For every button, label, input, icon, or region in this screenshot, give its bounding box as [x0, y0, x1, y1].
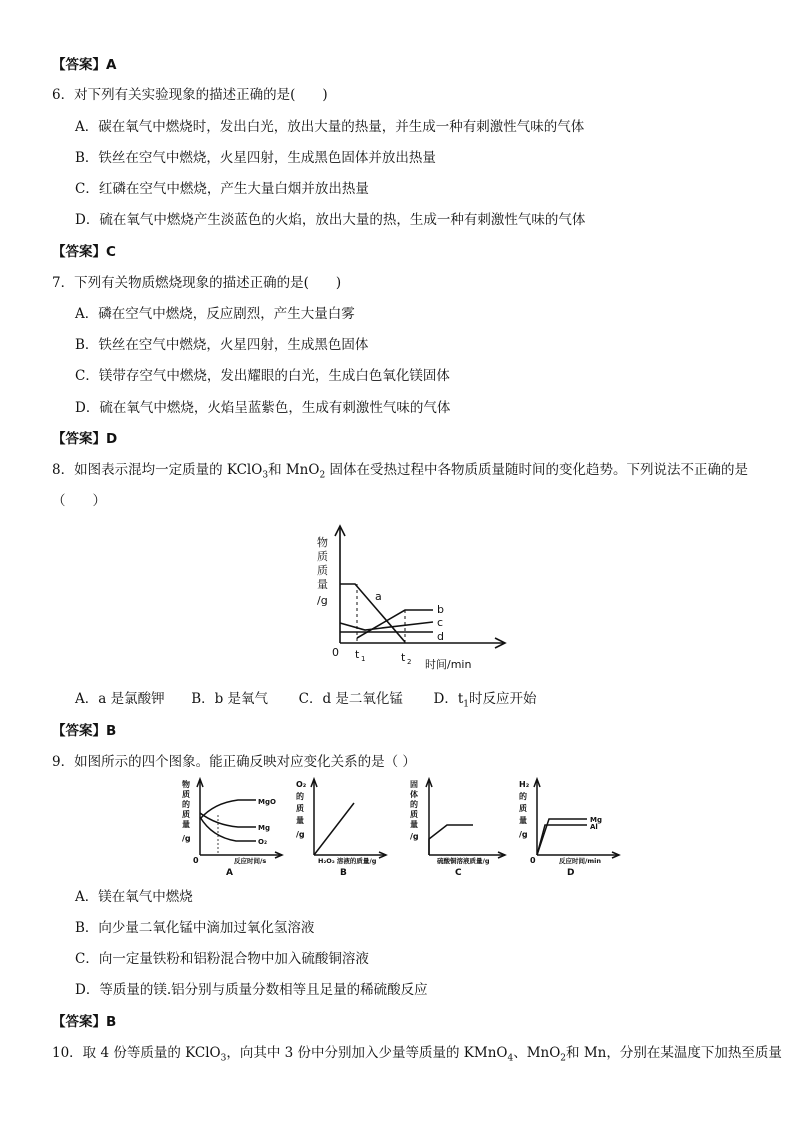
answer-label: 【答案】B	[52, 1014, 117, 1030]
graph-caption-d: D	[567, 868, 575, 877]
svg-text:体: 体	[410, 790, 418, 799]
svg-text:量: 量	[410, 820, 418, 829]
svg-text:/g: /g	[317, 594, 328, 607]
svg-text:O₂: O₂	[296, 780, 307, 789]
series-label-a: a	[375, 590, 382, 603]
t1-label: t	[355, 648, 360, 661]
svg-text:质: 质	[317, 564, 328, 577]
question-7-stem: 7．下列有关物质燃烧现象的描述正确的是( )	[52, 275, 342, 291]
svg-text:MgO: MgO	[258, 798, 276, 806]
svg-text:/g: /g	[296, 830, 305, 839]
question-9-graph-a	[178, 775, 288, 877]
svg-text:的: 的	[410, 800, 418, 809]
series-label-d: d	[437, 630, 444, 643]
question-8-stem: 8．如图表示混均一定质量的 KClO$_3$和 MnO$_2$ 固体在受热过程中各物质质量随时间的变化趋势。下列说法不正确的是	[52, 462, 748, 481]
svg-text:量: 量	[519, 816, 527, 825]
svg-text:Mg: Mg	[590, 816, 602, 824]
svg-text:质: 质	[519, 804, 527, 813]
graph-caption-b: B	[340, 868, 347, 877]
question-6-option-d: D．硫在氧气中燃烧产生淡蓝色的火焰，放出大量的热，生成一种有刺激性气味的气体	[75, 212, 586, 228]
svg-text:量: 量	[317, 578, 328, 591]
t2-label: t	[401, 651, 406, 664]
question-7-option-d: D．硫在氧气中燃烧，火焰呈蓝紫色，生成有刺激性气味的气体	[75, 400, 451, 416]
svg-text:的: 的	[519, 792, 527, 801]
svg-text:2: 2	[407, 658, 412, 666]
svg-text:量: 量	[296, 816, 304, 825]
question-8-options: A．a 是氯酸钾 B．b 是氧气 C．d 是二氧化锰 D．$t_1$时反应开始	[75, 691, 537, 710]
svg-text:O₂: O₂	[258, 838, 268, 846]
series-label-b: b	[437, 603, 444, 616]
question-9-option-b: B．向少量二氧化锰中滴加过氧化氢溶液	[75, 920, 315, 936]
svg-text:量: 量	[182, 820, 190, 829]
question-9-option-c: C．向一定量铁粉和铝粉混合物中加入硫酸铜溶液	[75, 951, 369, 967]
question-6-option-c: C．红磷在空气中燃烧，产生大量白烟并放出热量	[75, 181, 369, 197]
svg-text:的: 的	[296, 792, 304, 801]
svg-text:质: 质	[182, 810, 190, 819]
svg-text:H₂O₂ 溶液的质量/g: H₂O₂ 溶液的质量/g	[318, 857, 377, 865]
question-6-stem: 6．对下列有关实验现象的描述正确的是( )	[52, 87, 328, 103]
answer-label: 【答案】C	[52, 244, 116, 260]
svg-text:物: 物	[182, 780, 190, 789]
y-axis-label: 物	[317, 536, 328, 549]
svg-text:固: 固	[410, 780, 418, 789]
question-9-graph-d	[515, 775, 625, 877]
question-7-option-a: A．磷在空气中燃烧，反应剧烈，产生大量白雾	[75, 306, 355, 322]
origin-label: 0	[332, 646, 339, 659]
question-7-option-b: B．铁丝在空气中燃烧，火星四射，生成黑色固体	[75, 337, 369, 353]
question-8-graph	[305, 518, 515, 678]
graph-caption-c: C	[455, 868, 462, 877]
svg-text:Al: Al	[590, 823, 598, 831]
svg-text:/g: /g	[410, 832, 419, 841]
question-6-option-b: B．铁丝在空气中燃烧，火星四射，生成黑色固体并放出热量	[75, 150, 436, 166]
answer-label: 【答案】A	[52, 57, 117, 73]
question-7-option-c: C．镁带存空气中燃烧，发出耀眼的白光，生成白色氧化镁固体	[75, 368, 450, 384]
svg-text:Mg: Mg	[258, 824, 270, 832]
svg-text:反应时间/min: 反应时间/min	[559, 857, 602, 865]
question-10-stem: 10．取 4 份等质量的 KClO$_3$，向其中 3 份中分别加入少量等质量的 KMnO$_4$、MnO$_2$和 Mn，分别在某温度下加热至质量	[52, 1045, 782, 1064]
answer-label: 【答案】D	[52, 431, 118, 447]
svg-text:的: 的	[182, 800, 190, 809]
svg-text:质: 质	[317, 550, 328, 563]
svg-text:质: 质	[296, 804, 304, 813]
answer-label: 【答案】B	[52, 723, 117, 739]
svg-text:/g: /g	[519, 830, 528, 839]
svg-text:质: 质	[182, 790, 190, 799]
question-8-stem-bracket: （ ）	[52, 493, 106, 509]
svg-text:0: 0	[193, 856, 199, 865]
graph-caption-a: A	[226, 868, 233, 877]
svg-text:H₂: H₂	[519, 780, 530, 789]
svg-text:反应时间/s: 反应时间/s	[234, 857, 267, 865]
svg-text:/g: /g	[182, 834, 191, 843]
svg-text:硫酸铜溶液质量/g: 硫酸铜溶液质量/g	[437, 857, 490, 865]
question-9-option-d: D．等质量的镁.铝分别与质量分数相等且足量的稀硫酸反应	[75, 982, 428, 998]
question-9-graph-c	[405, 775, 515, 877]
question-9-graph-b	[292, 775, 392, 877]
question-9-option-a: A．镁在氧气中燃烧	[75, 889, 193, 905]
question-9-stem: 9．如图所示的四个图象。能正确反映对应变化关系的是（ ）	[52, 754, 416, 770]
series-label-c: c	[437, 616, 444, 629]
svg-text:0: 0	[530, 856, 536, 865]
x-axis-label: 时间/min	[425, 658, 472, 671]
curve-a	[340, 584, 405, 642]
svg-text:1: 1	[361, 655, 366, 663]
question-6-option-a: A．碳在氧气中燃烧时，发出白光，放出大量的热量，并生成一种有刺激性气味的气体	[75, 119, 585, 135]
svg-text:质: 质	[410, 810, 418, 819]
